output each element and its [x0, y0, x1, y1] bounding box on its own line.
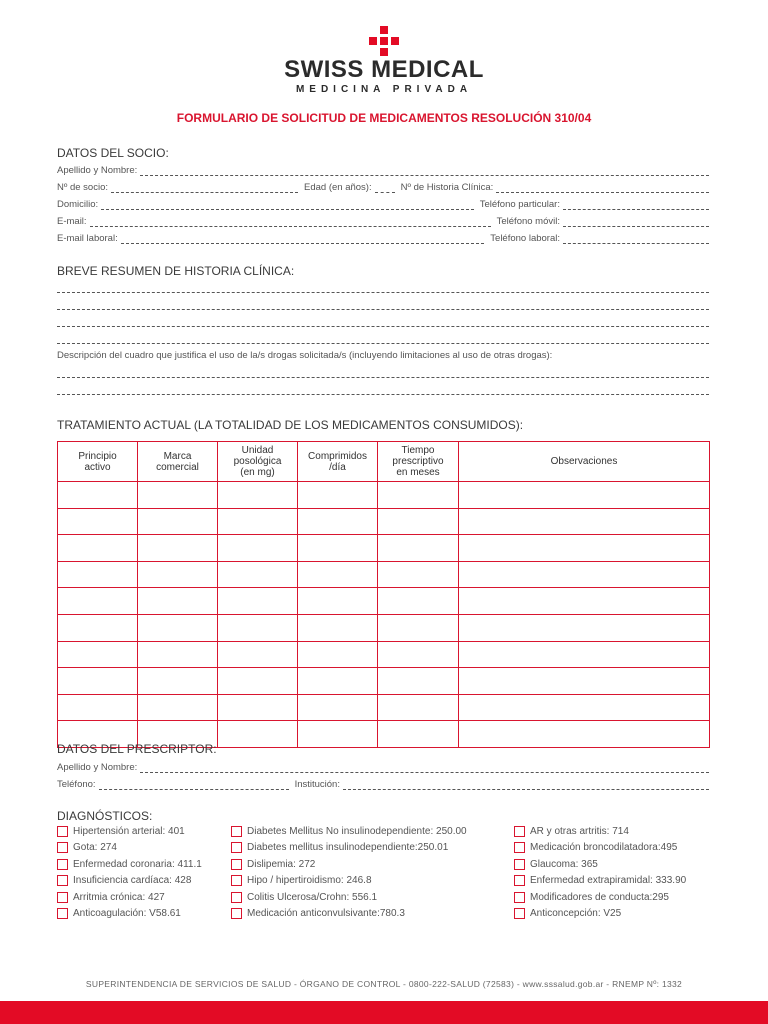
diagnostico-label: Enfermedad extrapiramidal: 333.90 — [530, 875, 687, 887]
table-cell[interactable] — [298, 641, 378, 668]
diagnostico-label: Diabetes Mellitus No insulinodependiente: 250.00 — [247, 826, 467, 837]
table-cell[interactable] — [58, 694, 138, 721]
table-header-row — [58, 442, 710, 482]
table-cell[interactable] — [138, 508, 218, 535]
socio-apellido-input[interactable] — [140, 165, 709, 176]
checkbox[interactable] — [57, 908, 68, 919]
table-cell[interactable] — [218, 561, 298, 588]
historia-heading: BREVE RESUMEN DE HISTORIA CLÍNICA: — [57, 264, 295, 278]
table-cell[interactable] — [378, 588, 459, 615]
socio-apellido-row — [57, 162, 709, 176]
socio-tel-movil-label: Teléfono móvil: — [496, 216, 560, 227]
table-cell[interactable] — [459, 588, 710, 615]
table-cell[interactable] — [378, 508, 459, 535]
table-cell[interactable] — [459, 508, 710, 535]
table-cell[interactable] — [298, 588, 378, 615]
diagnostico-item[interactable] — [231, 842, 448, 853]
table-cell[interactable] — [58, 588, 138, 615]
table-cell[interactable] — [298, 535, 378, 562]
diagnostico-label: Dislipemia: 272 — [247, 858, 316, 870]
table-cell[interactable] — [58, 535, 138, 562]
diagnostico-item[interactable] — [514, 892, 669, 903]
table-cell[interactable] — [298, 721, 378, 748]
checkbox[interactable] — [231, 859, 242, 870]
table-cell[interactable] — [459, 535, 710, 562]
footer-text: SUPERINTENDENCIA DE SERVICIOS DE SALUD - ÓRGANO DE CONTROL - 0800-222-SALUD (72583) - www.sssalud.gob.ar - RNEMP Nº: 1332 — [85, 979, 683, 989]
brand-name: SWISS MEDICAL — [284, 56, 484, 83]
table-cell[interactable] — [58, 482, 138, 509]
descripcion-line[interactable] — [57, 377, 709, 378]
diagnostico-item[interactable] — [231, 826, 467, 837]
socio-email-laboral-input[interactable] — [121, 233, 485, 244]
checkbox[interactable] — [514, 892, 525, 903]
table-cell[interactable] — [58, 561, 138, 588]
socio-historia-label: Nº de Historia Clínica: — [400, 182, 494, 193]
diagnostico-item[interactable] — [57, 842, 117, 853]
table-cell[interactable] — [218, 482, 298, 509]
diagnostico-item[interactable] — [231, 892, 377, 903]
table-cell[interactable] — [378, 482, 459, 509]
diagnostico-item[interactable] — [514, 875, 686, 886]
diagnostico-label: Medicación broncodilatadora:495 — [530, 842, 678, 854]
diagnostico-label: Diabetes mellitus insulinodependiente:250.01 — [247, 842, 449, 854]
historia-line[interactable] — [57, 343, 709, 344]
table-cell[interactable] — [138, 694, 218, 721]
diagnostico-item[interactable] — [231, 908, 405, 919]
col-unidad-posologica: Unidad posológica (en mg) — [218, 442, 298, 482]
diagnostico-item[interactable] — [514, 908, 621, 919]
checkbox[interactable] — [57, 875, 68, 886]
table-cell[interactable] — [138, 561, 218, 588]
table-cell[interactable] — [218, 694, 298, 721]
table-row — [58, 535, 710, 562]
table-row — [58, 561, 710, 588]
checkbox[interactable] — [514, 908, 525, 919]
table-cell[interactable] — [218, 614, 298, 641]
diagnostico-label: AR y otras artritis: 714 — [530, 826, 629, 837]
checkbox[interactable] — [514, 826, 525, 837]
socio-email-label: E-mail: — [57, 216, 87, 227]
table-cell[interactable] — [298, 508, 378, 535]
table-cell[interactable] — [218, 508, 298, 535]
checkbox[interactable] — [231, 875, 242, 886]
prescriptor-telefono-row — [57, 776, 709, 790]
socio-tel-particular-label: Teléfono particular: — [479, 199, 560, 210]
col-principio-activo: Principio activo — [58, 442, 138, 482]
table-row — [58, 614, 710, 641]
diagnostico-label: Medicación anticonvulsivante:780.3 — [247, 908, 405, 919]
diagnostico-item[interactable] — [57, 875, 191, 886]
diagnostico-label: Enfermedad coronaria: 411.1 — [73, 858, 202, 870]
diagnostico-label: Anticoagulación: V58.61 — [73, 908, 181, 919]
table-cell[interactable] — [378, 641, 459, 668]
prescriptor-institucion-label: Institución: — [294, 779, 340, 790]
table-cell[interactable] — [138, 641, 218, 668]
col-tiempo-prescriptivo: Tiempo prescriptivo en meses — [378, 442, 459, 482]
table-row — [58, 668, 710, 695]
checkbox[interactable] — [231, 826, 242, 837]
table-cell[interactable] — [58, 614, 138, 641]
table-cell[interactable] — [218, 721, 298, 748]
socio-numero-label: Nº de socio: — [57, 182, 108, 193]
tratamiento-heading: TRATAMIENTO ACTUAL (LA TOTALIDAD DE LOS MEDICAMENTOS CONSUMIDOS): — [57, 418, 524, 432]
diagnostico-item[interactable] — [231, 875, 372, 886]
table-row — [58, 694, 710, 721]
diagnostico-item[interactable] — [514, 859, 598, 870]
socio-tel-laboral-label: Teléfono laboral: — [490, 233, 560, 244]
socio-numero-input[interactable] — [111, 182, 298, 193]
checkbox[interactable] — [57, 842, 68, 853]
socio-domicilio-row — [57, 196, 709, 210]
table-cell[interactable] — [218, 668, 298, 695]
socio-email-laboral-row — [57, 230, 709, 244]
diagnostico-item[interactable] — [514, 826, 629, 837]
table-cell[interactable] — [138, 588, 218, 615]
table-cell[interactable] — [58, 668, 138, 695]
diagnostico-label: Insuficiencia cardíaca: 428 — [73, 875, 192, 887]
table-cell[interactable] — [378, 721, 459, 748]
socio-historia-input[interactable] — [496, 182, 709, 193]
table-cell[interactable] — [138, 482, 218, 509]
table-cell[interactable] — [218, 535, 298, 562]
table-cell[interactable] — [138, 535, 218, 562]
diagnostico-item[interactable] — [514, 842, 677, 853]
diagnostico-label: Colitis Ulcerosa/Crohn: 556.1 — [247, 891, 378, 903]
form-title: FORMULARIO DE SOLICITUD DE MEDICAMENTOS RESOLUCIÓN 310/04 — [176, 111, 592, 125]
table-cell[interactable] — [298, 614, 378, 641]
descripcion-line[interactable] — [57, 394, 709, 395]
diagnostico-item[interactable] — [57, 859, 202, 870]
diagnostico-label: Gota: 274 — [73, 842, 117, 854]
checkbox[interactable] — [57, 859, 68, 870]
table-cell[interactable] — [58, 508, 138, 535]
col-marca-comercial: Marca comercial — [138, 442, 218, 482]
diagnosticos-heading: DIAGNÓSTICOS: — [57, 809, 153, 823]
table-cell[interactable] — [459, 694, 710, 721]
table-cell[interactable] — [459, 614, 710, 641]
diagnostico-item[interactable] — [57, 908, 181, 919]
checkbox[interactable] — [514, 875, 525, 886]
table-cell[interactable] — [459, 482, 710, 509]
socio-tel-particular-input[interactable] — [563, 199, 709, 210]
socio-tel-laboral-input[interactable] — [563, 233, 709, 244]
historia-line[interactable] — [57, 309, 709, 310]
diagnostico-label: Hipo / hipertiroidismo: 246.8 — [247, 875, 372, 887]
prescriptor-telefono-input[interactable] — [99, 779, 289, 790]
table-cell[interactable] — [378, 535, 459, 562]
table-row — [58, 482, 710, 509]
prescriptor-apellido-label: Apellido y Nombre: — [57, 762, 138, 773]
diagnostico-label: Glaucoma: 365 — [530, 858, 598, 870]
historia-line[interactable] — [57, 292, 709, 293]
socio-numero-row — [57, 179, 709, 193]
table-cell[interactable] — [378, 561, 459, 588]
footer-bar — [0, 1001, 768, 1024]
table-row — [58, 641, 710, 668]
checkbox[interactable] — [231, 892, 242, 903]
diagnostico-label: Hipertensión arterial: 401 — [73, 826, 185, 837]
socio-email-input[interactable] — [90, 216, 491, 227]
table-row — [58, 508, 710, 535]
table-cell[interactable] — [378, 694, 459, 721]
socio-edad-label: Edad (en años): — [304, 182, 372, 193]
table-cell[interactable] — [298, 482, 378, 509]
datos-socio-heading: DATOS DEL SOCIO: — [57, 146, 169, 160]
diagnostico-item[interactable] — [57, 892, 165, 903]
table-cell[interactable] — [218, 641, 298, 668]
checkbox[interactable] — [57, 826, 68, 837]
prescriptor-heading: DATOS DEL PRESCRIPTOR: — [57, 742, 217, 756]
diagnostico-item[interactable] — [57, 826, 185, 837]
checkbox[interactable] — [231, 842, 242, 853]
socio-email-laboral-label: E-mail laboral: — [57, 233, 118, 244]
col-comprimidos-dia: Comprimidos /día — [298, 442, 378, 482]
medicamentos-table — [57, 441, 710, 748]
historia-descripcion-label: Descripción del cuadro que justifica el uso de la/s drogas solicitada/s (incluyendo limitaciones al uso de otras drogas): — [57, 350, 553, 361]
socio-domicilio-label: Domicilio: — [57, 199, 99, 210]
table-cell[interactable] — [298, 668, 378, 695]
diagnostico-item[interactable] — [231, 859, 315, 870]
diagnostico-label: Modificadores de conducta:295 — [530, 891, 669, 903]
diagnostico-label: Arritmia crónica: 427 — [73, 891, 165, 903]
brand-tagline: MEDICINA PRIVADA — [295, 84, 473, 95]
prescriptor-apellido-input[interactable] — [140, 762, 709, 773]
checkbox[interactable] — [231, 908, 242, 919]
prescriptor-institucion-input[interactable] — [343, 779, 709, 790]
table-cell[interactable] — [298, 561, 378, 588]
prescriptor-apellido-row — [57, 759, 709, 773]
table-cell[interactable] — [138, 668, 218, 695]
socio-tel-movil-input[interactable] — [563, 216, 709, 227]
historia-line[interactable] — [57, 326, 709, 327]
swiss-cross-icon — [369, 26, 399, 56]
table-cell[interactable] — [459, 668, 710, 695]
table-cell[interactable] — [459, 561, 710, 588]
socio-edad-input[interactable] — [375, 182, 395, 193]
table-cell[interactable] — [298, 694, 378, 721]
table-cell[interactable] — [218, 588, 298, 615]
checkbox[interactable] — [514, 842, 525, 853]
table-cell[interactable] — [459, 641, 710, 668]
table-cell[interactable] — [378, 668, 459, 695]
diagnostico-label: Anticoncepción: V25 — [530, 908, 622, 919]
table-cell[interactable] — [138, 614, 218, 641]
table-cell[interactable] — [459, 721, 710, 748]
checkbox[interactable] — [514, 859, 525, 870]
socio-domicilio-input[interactable] — [101, 199, 474, 210]
col-observaciones: Observaciones — [459, 442, 710, 482]
table-cell[interactable] — [378, 614, 459, 641]
table-cell[interactable] — [58, 641, 138, 668]
prescriptor-telefono-label: Teléfono: — [57, 779, 96, 790]
socio-email-row — [57, 213, 709, 227]
socio-apellido-label: Apellido y Nombre: — [57, 165, 138, 176]
checkbox[interactable] — [57, 892, 68, 903]
table-row — [58, 588, 710, 615]
